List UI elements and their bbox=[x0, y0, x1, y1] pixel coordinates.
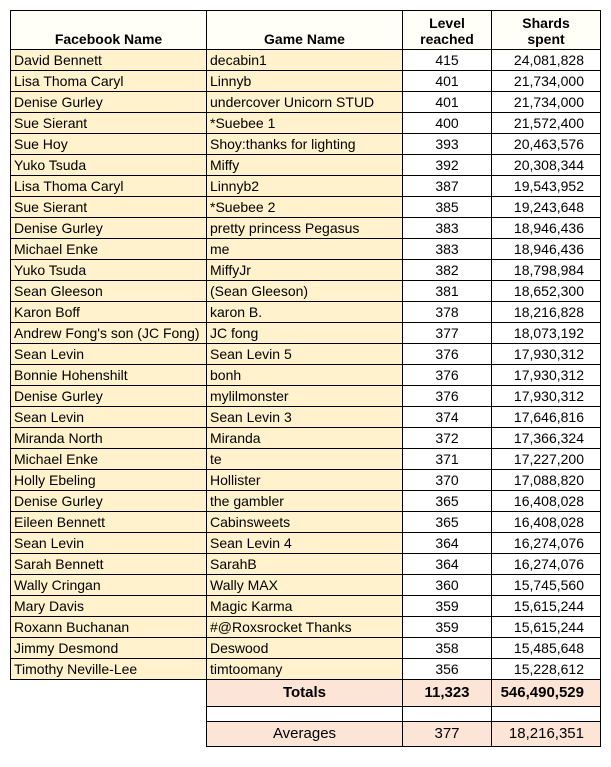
level-cell[interactable]: 400 bbox=[403, 113, 492, 134]
facebook-name-cell[interactable]: David Bennett bbox=[11, 50, 207, 71]
shards-cell[interactable]: 18,216,828 bbox=[492, 302, 601, 323]
leaderboard-table bbox=[10, 10, 601, 747]
totals-empty-cell bbox=[11, 680, 207, 707]
facebook-name-cell[interactable]: Denise Gurley bbox=[11, 491, 207, 512]
shards-cell[interactable]: 19,543,952 bbox=[492, 176, 601, 197]
spacer-row bbox=[11, 707, 601, 722]
level-cell[interactable]: 359 bbox=[403, 617, 492, 638]
header-level-reached[interactable] bbox=[403, 11, 492, 50]
table-row bbox=[11, 512, 601, 533]
shards-cell[interactable]: 21,734,000 bbox=[492, 92, 601, 113]
totals-level[interactable]: 11,323 bbox=[403, 680, 492, 707]
level-cell[interactable]: 382 bbox=[403, 260, 492, 281]
game-name-cell[interactable]: *Suebee 2 bbox=[207, 197, 403, 218]
header-shards-label: Shards spent bbox=[522, 15, 570, 47]
level-cell[interactable]: 401 bbox=[403, 92, 492, 113]
facebook-name-cell[interactable]: Miranda North bbox=[11, 428, 207, 449]
facebook-name-cell[interactable]: Lisa Thoma Caryl bbox=[11, 176, 207, 197]
game-name-cell[interactable]: timtoomany bbox=[207, 659, 403, 680]
facebook-name-cell[interactable]: Roxann Buchanan bbox=[11, 617, 207, 638]
level-cell[interactable]: 364 bbox=[403, 554, 492, 575]
table-row bbox=[11, 281, 601, 302]
level-cell[interactable]: 378 bbox=[403, 302, 492, 323]
level-cell[interactable]: 370 bbox=[403, 470, 492, 491]
shards-cell[interactable]: 16,408,028 bbox=[492, 491, 601, 512]
table-row bbox=[11, 134, 601, 155]
shards-cell[interactable]: 18,652,300 bbox=[492, 281, 601, 302]
level-cell[interactable]: 371 bbox=[403, 449, 492, 470]
table-row bbox=[11, 386, 601, 407]
shards-cell[interactable]: 17,646,816 bbox=[492, 407, 601, 428]
table-row bbox=[11, 428, 601, 449]
game-name-cell[interactable]: mylilmonster bbox=[207, 386, 403, 407]
facebook-name-cell[interactable]: Andrew Fong's son (JC Fong) bbox=[11, 323, 207, 344]
game-name-cell[interactable]: Sean Levin 5 bbox=[207, 344, 403, 365]
facebook-name-cell[interactable]: Karon Boff bbox=[11, 302, 207, 323]
game-name-cell[interactable]: Wally MAX bbox=[207, 575, 403, 596]
facebook-name-cell[interactable]: Lisa Thoma Caryl bbox=[11, 71, 207, 92]
shards-cell[interactable]: 16,274,076 bbox=[492, 554, 601, 575]
facebook-name-cell[interactable]: Michael Enke bbox=[11, 239, 207, 260]
shards-cell[interactable]: 18,946,436 bbox=[492, 239, 601, 260]
spacer-cell[interactable] bbox=[207, 707, 403, 722]
table-row bbox=[11, 638, 601, 659]
shards-cell[interactable]: 24,081,828 bbox=[492, 50, 601, 71]
table-body bbox=[11, 50, 601, 680]
level-cell[interactable]: 365 bbox=[403, 512, 492, 533]
shards-cell[interactable]: 17,366,324 bbox=[492, 428, 601, 449]
table-row bbox=[11, 617, 601, 638]
facebook-name-cell[interactable]: Timothy Neville-Lee bbox=[11, 659, 207, 680]
level-cell[interactable]: 359 bbox=[403, 596, 492, 617]
game-name-cell[interactable]: Magic Karma bbox=[207, 596, 403, 617]
table-row bbox=[11, 407, 601, 428]
table-row bbox=[11, 533, 601, 554]
game-name-cell[interactable]: Cabinsweets bbox=[207, 512, 403, 533]
game-name-cell[interactable]: Sean Levin 4 bbox=[207, 533, 403, 554]
table-row bbox=[11, 113, 601, 134]
facebook-name-cell[interactable]: Denise Gurley bbox=[11, 218, 207, 239]
facebook-name-cell[interactable]: Sue Hoy bbox=[11, 134, 207, 155]
facebook-name-cell[interactable]: Wally Cringan bbox=[11, 575, 207, 596]
facebook-name-cell[interactable]: Denise Gurley bbox=[11, 386, 207, 407]
level-cell[interactable]: 392 bbox=[403, 155, 492, 176]
level-cell[interactable]: 372 bbox=[403, 428, 492, 449]
game-name-cell[interactable]: undercover Unicorn STUD bbox=[207, 92, 403, 113]
table-row bbox=[11, 239, 601, 260]
game-name-cell[interactable]: *Suebee 1 bbox=[207, 113, 403, 134]
game-name-cell[interactable]: MiffyJr bbox=[207, 260, 403, 281]
header-shards-spent[interactable] bbox=[492, 11, 601, 50]
totals-shards[interactable]: 546,490,529 bbox=[492, 680, 601, 707]
averages-empty-cell bbox=[11, 722, 207, 747]
averages-row bbox=[11, 722, 601, 747]
game-name-cell[interactable]: me bbox=[207, 239, 403, 260]
table-row bbox=[11, 323, 601, 344]
shards-cell[interactable]: 15,228,612 bbox=[492, 659, 601, 680]
table-row bbox=[11, 218, 601, 239]
averages-level[interactable]: 377 bbox=[403, 722, 492, 747]
level-cell[interactable]: 377 bbox=[403, 323, 492, 344]
level-cell[interactable]: 376 bbox=[403, 365, 492, 386]
shards-cell[interactable]: 16,274,076 bbox=[492, 533, 601, 554]
table-row bbox=[11, 197, 601, 218]
level-cell[interactable]: 374 bbox=[403, 407, 492, 428]
facebook-name-cell[interactable]: Yuko Tsuda bbox=[11, 260, 207, 281]
header-row bbox=[11, 11, 601, 50]
table-row bbox=[11, 260, 601, 281]
facebook-name-cell[interactable]: Holly Ebeling bbox=[11, 470, 207, 491]
facebook-name-cell[interactable]: Sarah Bennett bbox=[11, 554, 207, 575]
facebook-name-cell[interactable]: Yuko Tsuda bbox=[11, 155, 207, 176]
level-cell[interactable]: 376 bbox=[403, 344, 492, 365]
level-cell[interactable]: 364 bbox=[403, 533, 492, 554]
shards-cell[interactable]: 17,930,312 bbox=[492, 386, 601, 407]
averages-shards[interactable]: 18,216,351 bbox=[492, 722, 601, 747]
game-name-cell[interactable]: pretty princess Pegasus bbox=[207, 218, 403, 239]
table-row bbox=[11, 575, 601, 596]
shards-cell[interactable]: 18,946,436 bbox=[492, 218, 601, 239]
shards-cell[interactable]: 18,798,984 bbox=[492, 260, 601, 281]
shards-cell[interactable]: 17,930,312 bbox=[492, 365, 601, 386]
facebook-name-cell[interactable]: Sue Sierant bbox=[11, 113, 207, 134]
facebook-name-cell[interactable]: Sean Levin bbox=[11, 407, 207, 428]
table-row bbox=[11, 596, 601, 617]
shards-cell[interactable]: 21,734,000 bbox=[492, 71, 601, 92]
level-cell[interactable]: 393 bbox=[403, 134, 492, 155]
game-name-cell[interactable]: SarahB bbox=[207, 554, 403, 575]
game-name-cell[interactable]: te bbox=[207, 449, 403, 470]
game-name-cell[interactable]: the gambler bbox=[207, 491, 403, 512]
table-row bbox=[11, 554, 601, 575]
table-row bbox=[11, 302, 601, 323]
spacer-cell[interactable] bbox=[492, 707, 601, 722]
shards-cell[interactable]: 15,485,648 bbox=[492, 638, 601, 659]
game-name-cell[interactable]: bonh bbox=[207, 365, 403, 386]
table-row bbox=[11, 155, 601, 176]
facebook-name-cell[interactable]: Michael Enke bbox=[11, 449, 207, 470]
shards-cell[interactable]: 17,227,200 bbox=[492, 449, 601, 470]
table-row bbox=[11, 659, 601, 680]
level-cell[interactable]: 415 bbox=[403, 50, 492, 71]
facebook-name-cell[interactable]: Mary Davis bbox=[11, 596, 207, 617]
header-level-label: Level reached bbox=[420, 15, 474, 47]
averages-label[interactable]: Averages bbox=[207, 722, 403, 747]
table-row bbox=[11, 344, 601, 365]
game-name-cell[interactable]: Miranda bbox=[207, 428, 403, 449]
shards-cell[interactable]: 17,088,820 bbox=[492, 470, 601, 491]
shards-cell[interactable]: 19,243,648 bbox=[492, 197, 601, 218]
shards-cell[interactable]: 15,615,244 bbox=[492, 596, 601, 617]
table-row bbox=[11, 92, 601, 113]
level-cell[interactable]: 365 bbox=[403, 491, 492, 512]
shards-cell[interactable]: 15,615,244 bbox=[492, 617, 601, 638]
table-row bbox=[11, 365, 601, 386]
game-name-cell[interactable]: (Sean Gleeson) bbox=[207, 281, 403, 302]
header-facebook-name[interactable]: Facebook Name bbox=[11, 11, 207, 50]
spreadsheet bbox=[10, 10, 601, 747]
spacer-cell[interactable] bbox=[403, 707, 492, 722]
game-name-cell[interactable]: Sean Levin 3 bbox=[207, 407, 403, 428]
totals-label[interactable]: Totals bbox=[207, 680, 403, 707]
table-row bbox=[11, 71, 601, 92]
game-name-cell[interactable]: Hollister bbox=[207, 470, 403, 491]
level-cell[interactable]: 401 bbox=[403, 71, 492, 92]
facebook-name-cell[interactable]: Sean Levin bbox=[11, 533, 207, 554]
level-cell[interactable]: 358 bbox=[403, 638, 492, 659]
game-name-cell[interactable]: Deswood bbox=[207, 638, 403, 659]
facebook-name-cell[interactable]: Denise Gurley bbox=[11, 92, 207, 113]
table-row bbox=[11, 449, 601, 470]
game-name-cell[interactable]: Linnyb bbox=[207, 71, 403, 92]
level-cell[interactable]: 360 bbox=[403, 575, 492, 596]
game-name-cell[interactable]: Shoy:thanks for lighting bbox=[207, 134, 403, 155]
facebook-name-cell[interactable]: Jimmy Desmond bbox=[11, 638, 207, 659]
shards-cell[interactable]: 20,463,576 bbox=[492, 134, 601, 155]
facebook-name-cell[interactable]: Sean Gleeson bbox=[11, 281, 207, 302]
shards-cell[interactable]: 17,930,312 bbox=[492, 344, 601, 365]
level-cell[interactable]: 387 bbox=[403, 176, 492, 197]
level-cell[interactable]: 376 bbox=[403, 386, 492, 407]
facebook-name-cell[interactable]: Sean Levin bbox=[11, 344, 207, 365]
shards-cell[interactable]: 16,408,028 bbox=[492, 512, 601, 533]
game-name-cell[interactable]: decabin1 bbox=[207, 50, 403, 71]
shards-cell[interactable]: 21,572,400 bbox=[492, 113, 601, 134]
facebook-name-cell[interactable]: Sue Sierant bbox=[11, 197, 207, 218]
header-game-name[interactable]: Game Name bbox=[207, 11, 403, 50]
facebook-name-cell[interactable]: Eileen Bennett bbox=[11, 512, 207, 533]
game-name-cell[interactable]: karon B. bbox=[207, 302, 403, 323]
game-name-cell[interactable]: JC fong bbox=[207, 323, 403, 344]
table-row bbox=[11, 470, 601, 491]
level-cell[interactable]: 381 bbox=[403, 281, 492, 302]
table-row bbox=[11, 176, 601, 197]
level-cell[interactable]: 356 bbox=[403, 659, 492, 680]
game-name-cell[interactable]: #@Roxsrocket Thanks bbox=[207, 617, 403, 638]
shards-cell[interactable]: 15,745,560 bbox=[492, 575, 601, 596]
table-row bbox=[11, 50, 601, 71]
game-name-cell[interactable]: Linnyb2 bbox=[207, 176, 403, 197]
table-row bbox=[11, 491, 601, 512]
shards-cell[interactable]: 20,308,344 bbox=[492, 155, 601, 176]
level-cell[interactable]: 385 bbox=[403, 197, 492, 218]
level-cell[interactable]: 383 bbox=[403, 218, 492, 239]
facebook-name-cell[interactable]: Bonnie Hohenshilt bbox=[11, 365, 207, 386]
totals-row bbox=[11, 680, 601, 707]
level-cell[interactable]: 383 bbox=[403, 239, 492, 260]
shards-cell[interactable]: 18,073,192 bbox=[492, 323, 601, 344]
game-name-cell[interactable]: Miffy bbox=[207, 155, 403, 176]
